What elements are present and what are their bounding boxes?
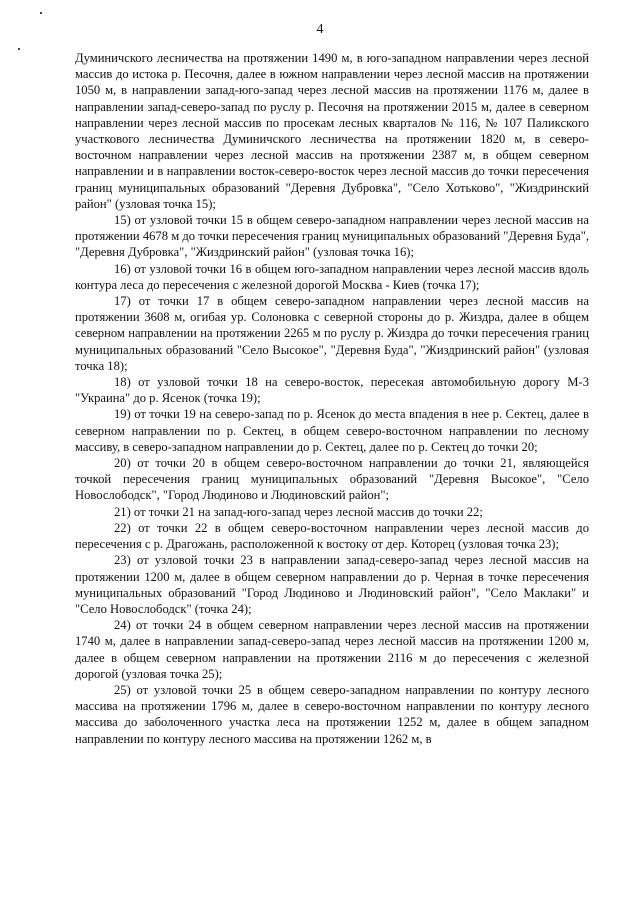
document-body [75,50,589,747]
paragraph-item-21: 21) от точки 21 на запад-юго-запад через лесной массив до точки 22; [114,504,483,519]
paragraph-item-25: 25) от узловой точки 25 в общем северо-западном направлении по контуру лесного массива на протяжении 1796 м, далее в северо-восточном направлении по контуру лесного массива до заболоченного участка леса на протяжении 1252 м, далее в общем западном направлении по контуру лесного массива на протяжении 1262 м, в [75,682,589,746]
scan-speck-top [40,12,42,14]
paragraph-item-24: 24) от точки 24 в общем северном направлении через лесной массив на протяжении 1740 м, далее в направлении запад-северо-запад через лесной массив на протяжении 1200 м, далее в общем северном направлении на протяжении 2116 м до пересечения с железной дорогой (узловая точка 25); [75,618,589,681]
paragraph-item-20: 20) от точки 20 в общем северо-восточном направлении до точки 21, являющейся точкой пересечения границ муниципальных образований "Деревня Высокое", "Село Новослободск", "Город Людиново и Людиновский район"; [75,456,589,503]
paragraph-continuation: Думиничского лесничества на протяжении 1490 м, в юго-западном направлении через лесной массив до истока р. Песочня, далее в южном направлении через лесной массив на протяжении 1050 м, в направлении запад-юго-запад через лесной массив на протяжении 1176 м, далее в направлении запад-северо-запад по руслу р. Песочня на протяжении 2015 м, далее в северном направлении через лесной массив по просекам лесных кварталов № 116, № 107 Паликского участкового лесничества Думиничского лесничества на протяжении 1820 м, в северо-восточном направлении через лесной массив на протяжении 2387 м, в общем северном направлении и в направлении восток-северо-восток через лесной массив до точки пересечения границ муниципальных образований "Деревня Дубровка", "Село Хотьково", "Жиздринский район" (узловая точка 15); [75,51,589,211]
paragraph-item-15: 15) от узловой точки 15 в общем северо-западном направлении через лесной массив на протяжении 4678 м до точки пересечения границ муниципальных образований "Деревня Буда", "Деревня Дубровка", "Жиздринский район" (узловая точка 16); [75,213,589,260]
paragraph-item-23: 23) от узловой точки 23 в направлении запад-северо-запад через лесной массив на протяжении 1200 м, далее в общем северном направлении до р. Черная в точке пересечения муниципальных образований "Город Людиново и Людиновский район", "Село Маклаки" и "Село Новослободск" (точка 24); [75,553,589,616]
paragraph-item-18: 18) от узловой точки 18 на северо-восток, пересекая автомобильную дорогу М-3 "Украина" до р. Ясенок (точка 19); [75,375,589,406]
paragraph-item-19: 19) от точки 19 на северо-запад по р. Ясенок до места впадения в нее р. Сектец, далее в северном направлении по р. Сектец, в общем северо-восточном направлении по лесному массиву, в северо-западном направлении до р. Сектец, далее по р. Сектец до точки 20; [75,407,589,454]
paragraph-item-16: 16) от узловой точки 16 в общем юго-западном направлении через лесной массив вдоль контура леса до пересечения с железной дорогой Москва - Киев (точка 17); [75,261,589,292]
page-number: 4 [316,22,324,37]
paragraph-item-22: 22) от точки 22 в общем северо-восточном направлении через лесной массив до пересечения с р. Драгожань, расположенной к востоку от дер. Которец (узловая точка 23); [75,520,589,552]
paragraph-item-17: 17) от точки 17 в общем северо-западном направлении через лесной массив на протяжении 3608 м, огибая ур. Солоновка с северной стороны до р. Жиздра, далее в общем северном направлении на протяжении 2265 м по руслу р. Жиздра до точки пересечения границ муниципальных образований "Село Высокое", "Деревня Буда", "Жиздринский район" (узловая точка 18); [75,294,589,373]
scan-speck-side [18,48,20,50]
